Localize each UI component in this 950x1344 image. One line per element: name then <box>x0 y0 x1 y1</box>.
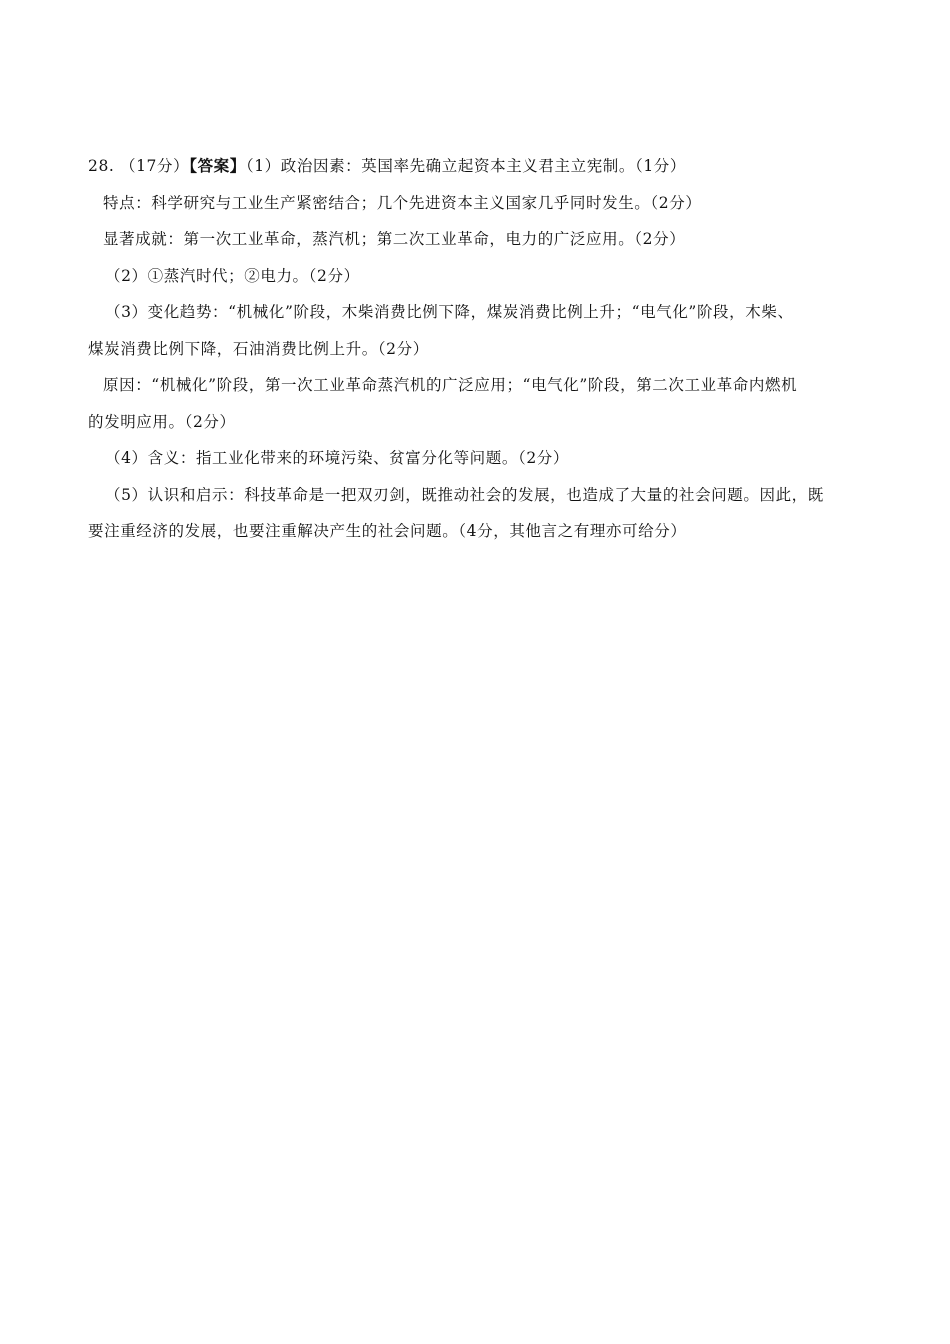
achievements-line: 显著成就：第一次工业革命，蒸汽机；第二次工业革命，电力的广泛应用。（2分） <box>103 230 686 248</box>
question-points: （17分） <box>119 157 190 175</box>
part3-trend-line-2: 煤炭消费比例下降，石油消费比例上升。（2分） <box>88 339 429 358</box>
part3-reason-line-1: 原因：“机械化”阶段，第一次工业革命蒸汽机的广泛应用；“电气化”阶段，第二次工业革命内燃机 <box>103 376 798 394</box>
part4-line: （4）含义：指工业化带来的环境污染、贫富分化等问题。（2分） <box>105 449 569 467</box>
part1-text: （1）政治因素：英国率先确立起资本主义君主立宪制。（1分） <box>245 157 686 175</box>
answer-tag: 【答案】 <box>189 156 246 175</box>
part3-trend-line-1: （3）变化趋势：“机械化”阶段，木柴消费比例下降，煤炭消费比例上升；“电气化”阶段，木柴、 <box>105 303 794 321</box>
answer-document <box>88 148 868 550</box>
features-line: 特点：科学研究与工业生产紧密结合；几个先进资本主义国家几乎同时发生。（2分） <box>103 193 702 212</box>
part5-line-1: （5）认识和启示：科技革命是一把双刃剑，既推动社会的发展，也造成了大量的社会问题。因此，既 <box>105 485 824 504</box>
part3-reason-line-2: 的发明应用。（2分） <box>88 412 236 431</box>
question-number: 28. <box>88 157 115 175</box>
question-header-line <box>88 148 868 185</box>
part2-line: （2）①蒸汽时代；②电力。（2分） <box>105 266 360 285</box>
part5-line-2: 要注重经济的发展，也要注重解决产生的社会问题。（4分，其他言之有理亦可给分） <box>88 522 687 540</box>
